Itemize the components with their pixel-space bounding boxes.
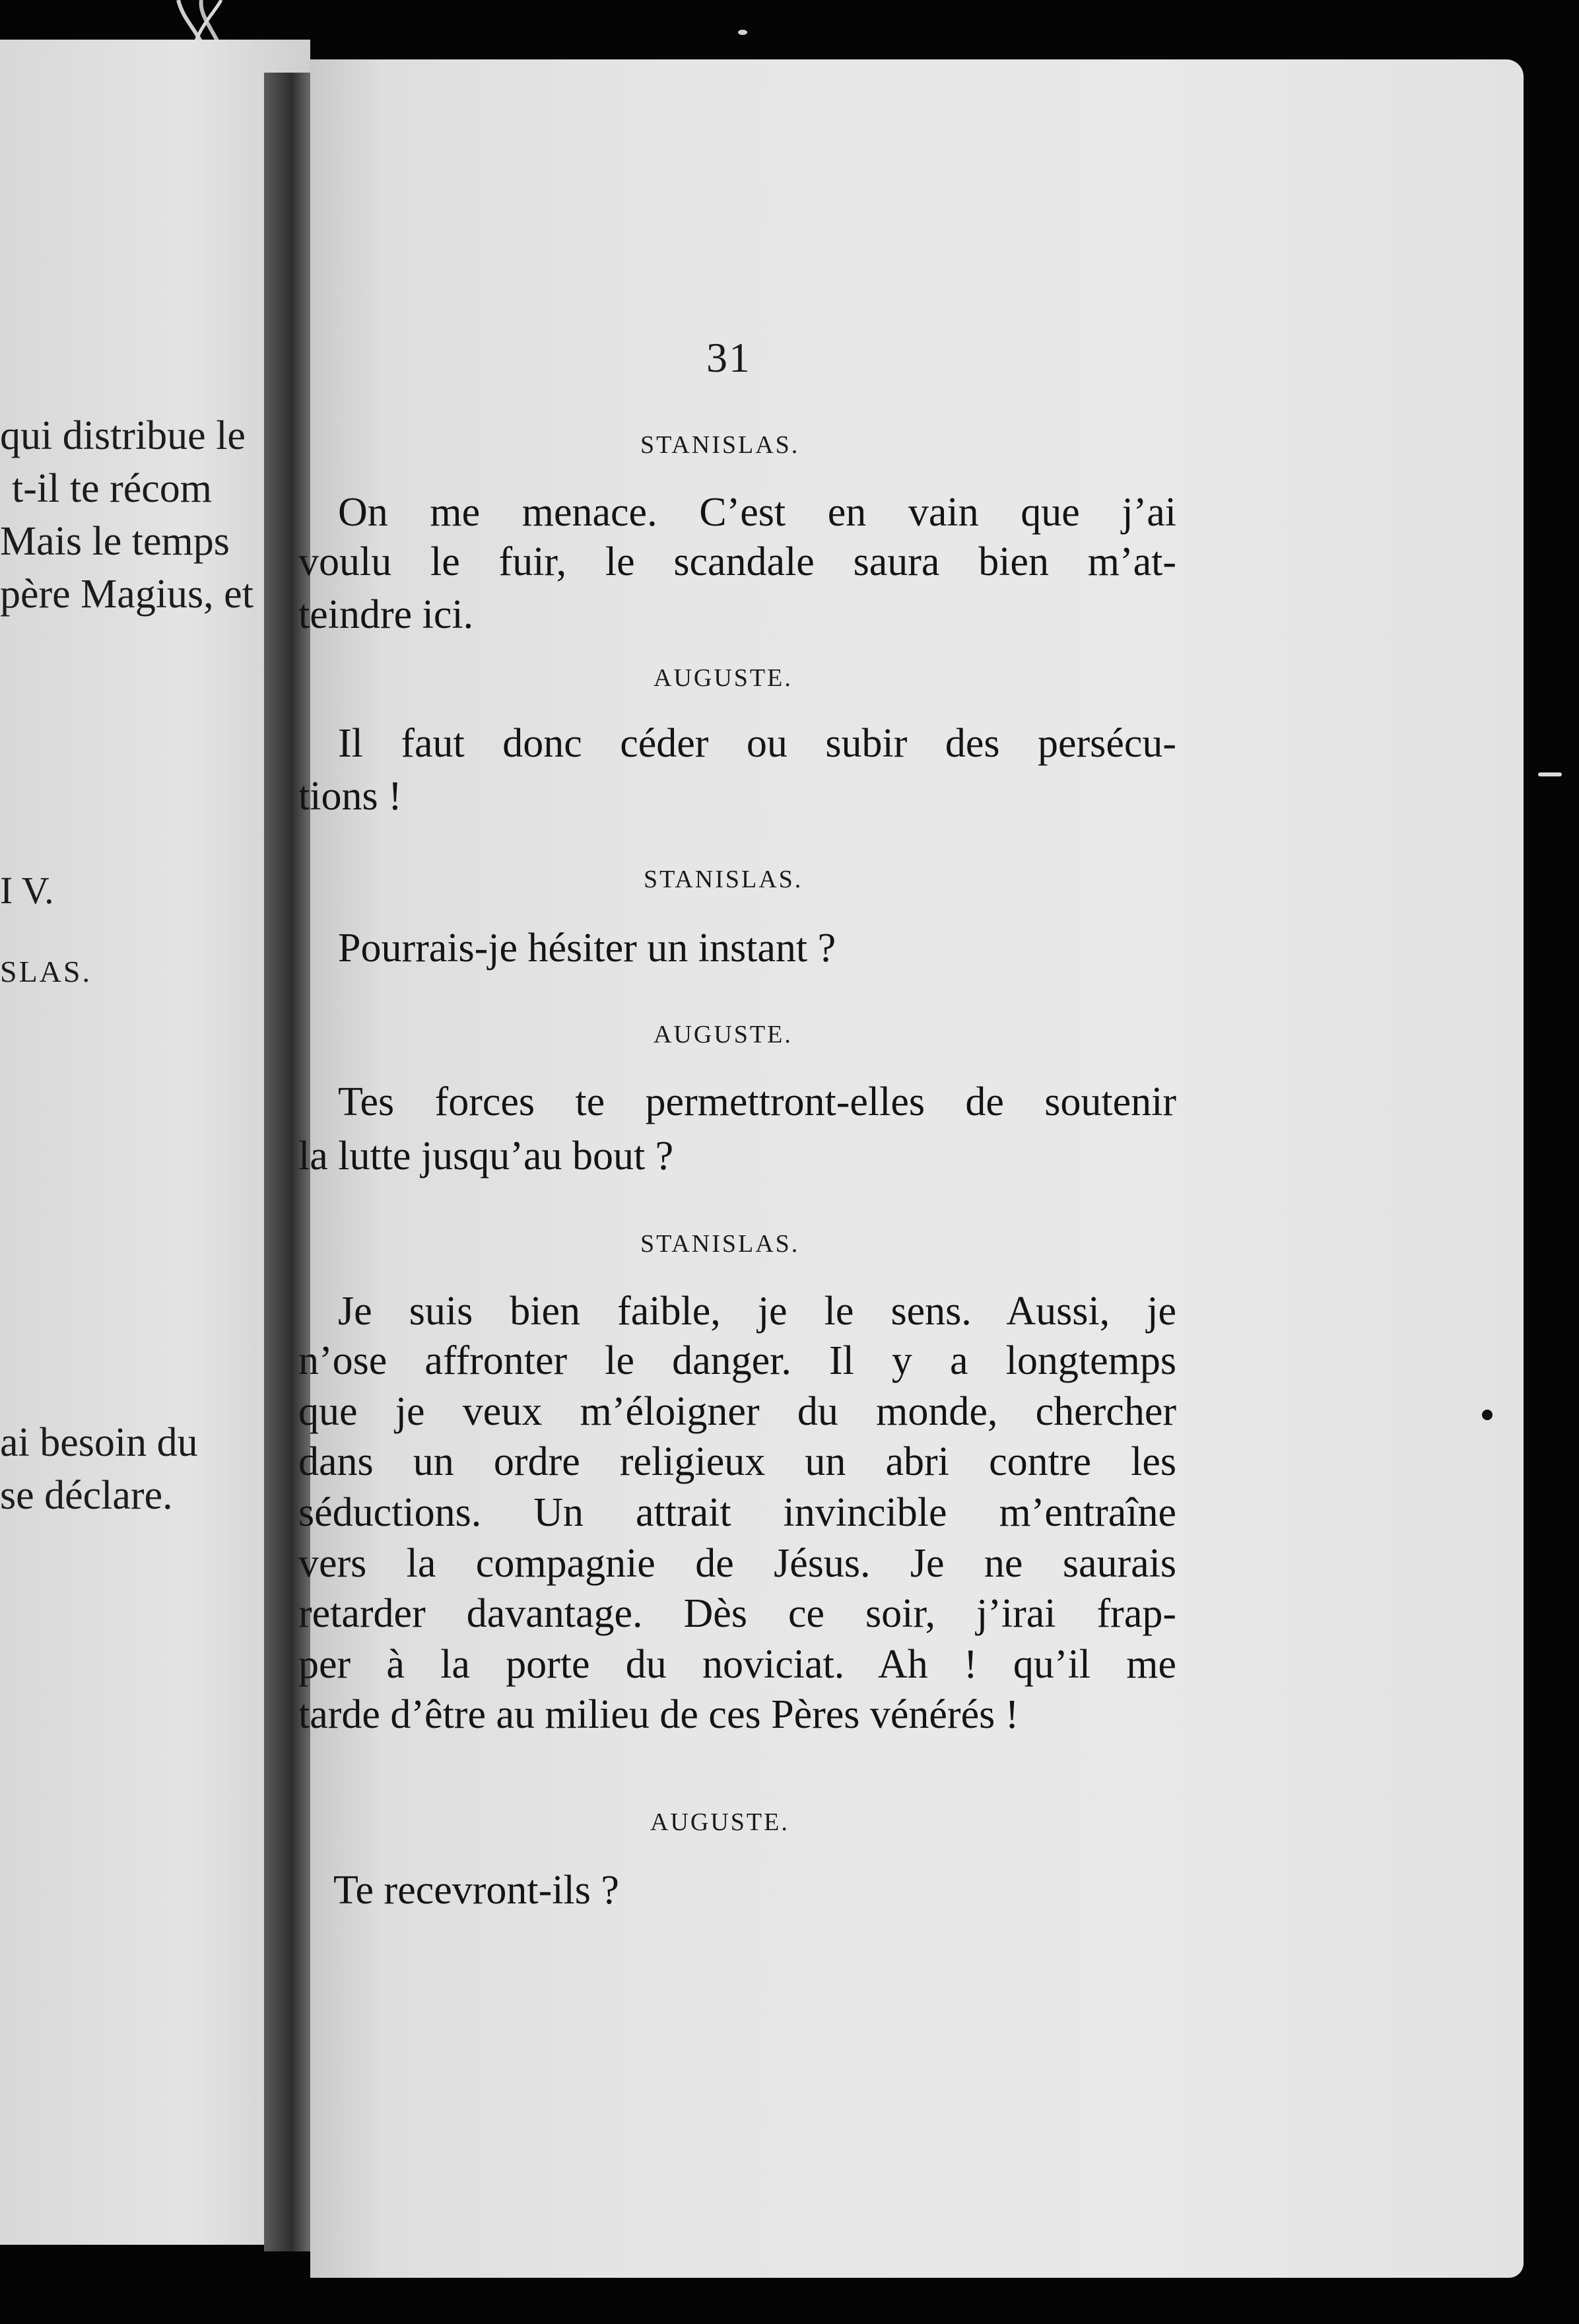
speaker-name: AUGUSTE. — [650, 1808, 790, 1836]
dialogue-line: per à la porte du noviciat. Ah ! qu’il me — [298, 1642, 1176, 1687]
ink-speck — [1482, 1410, 1493, 1420]
paper-speck — [1538, 772, 1562, 776]
dialogue-line: voulu le fuir, le scandale saura bien m’at- — [298, 539, 1176, 584]
dialogue-line: n’ose affronter le danger. Il y a longtemps — [298, 1338, 1176, 1383]
dialogue-line: tions ! — [298, 774, 402, 819]
speaker-name: AUGUSTE. — [654, 1021, 793, 1048]
left-page-line: t-il te récom — [12, 466, 212, 511]
left-page-line: père Magius, et — [0, 572, 253, 617]
dialogue-line: teindre ici. — [298, 592, 474, 637]
left-page-line: qui distribue le — [0, 413, 246, 458]
dialogue-line: On me menace. C’est en vain que j’ai — [338, 490, 1176, 535]
speaker-name: STANISLAS. — [640, 431, 800, 459]
speaker-name: STANISLAS. — [640, 1230, 800, 1258]
dialogue-line: la lutte jusqu’au bout ? — [298, 1134, 674, 1179]
dialogue-line: Tes forces te permettront-elles de soutenir — [338, 1079, 1176, 1124]
dialogue-line: tarde d’être au milieu de ces Pères vénérés ! — [298, 1692, 1019, 1737]
left-page-line: se déclare. — [0, 1473, 173, 1518]
dialogue-line: dans un ordre religieux un abri contre les — [298, 1439, 1176, 1484]
dialogue-line: vers la compagnie de Jésus. Je ne saurais — [298, 1541, 1176, 1586]
dialogue-line: Te recevront-ils ? — [333, 1868, 619, 1913]
dialogue-line: Je suis bien faible, je le sens. Aussi, je — [338, 1289, 1176, 1334]
page-number: 31 — [706, 334, 751, 381]
left-page-line: Mais le temps — [0, 519, 230, 564]
left-page-line: I V. — [0, 869, 54, 912]
paper-speck — [738, 30, 747, 35]
dialogue-line: Pourrais-je hésiter un instant ? — [338, 926, 836, 971]
left-page-line: SLAS. — [0, 955, 92, 988]
left-page-line: ai besoin du — [0, 1420, 198, 1465]
dialogue-line: que je veux m’éloigner du monde, chercher — [298, 1389, 1176, 1434]
dialogue-line: Il faut donc céder ou subir des persécu- — [338, 721, 1176, 766]
speaker-name: STANISLAS. — [644, 866, 803, 893]
dialogue-line: retarder davantage. Dès ce soir, j’irai frap- — [298, 1591, 1176, 1636]
speaker-name: AUGUSTE. — [654, 664, 793, 692]
dialogue-line: séductions. Un attrait invincible m’entraîne — [298, 1490, 1176, 1535]
